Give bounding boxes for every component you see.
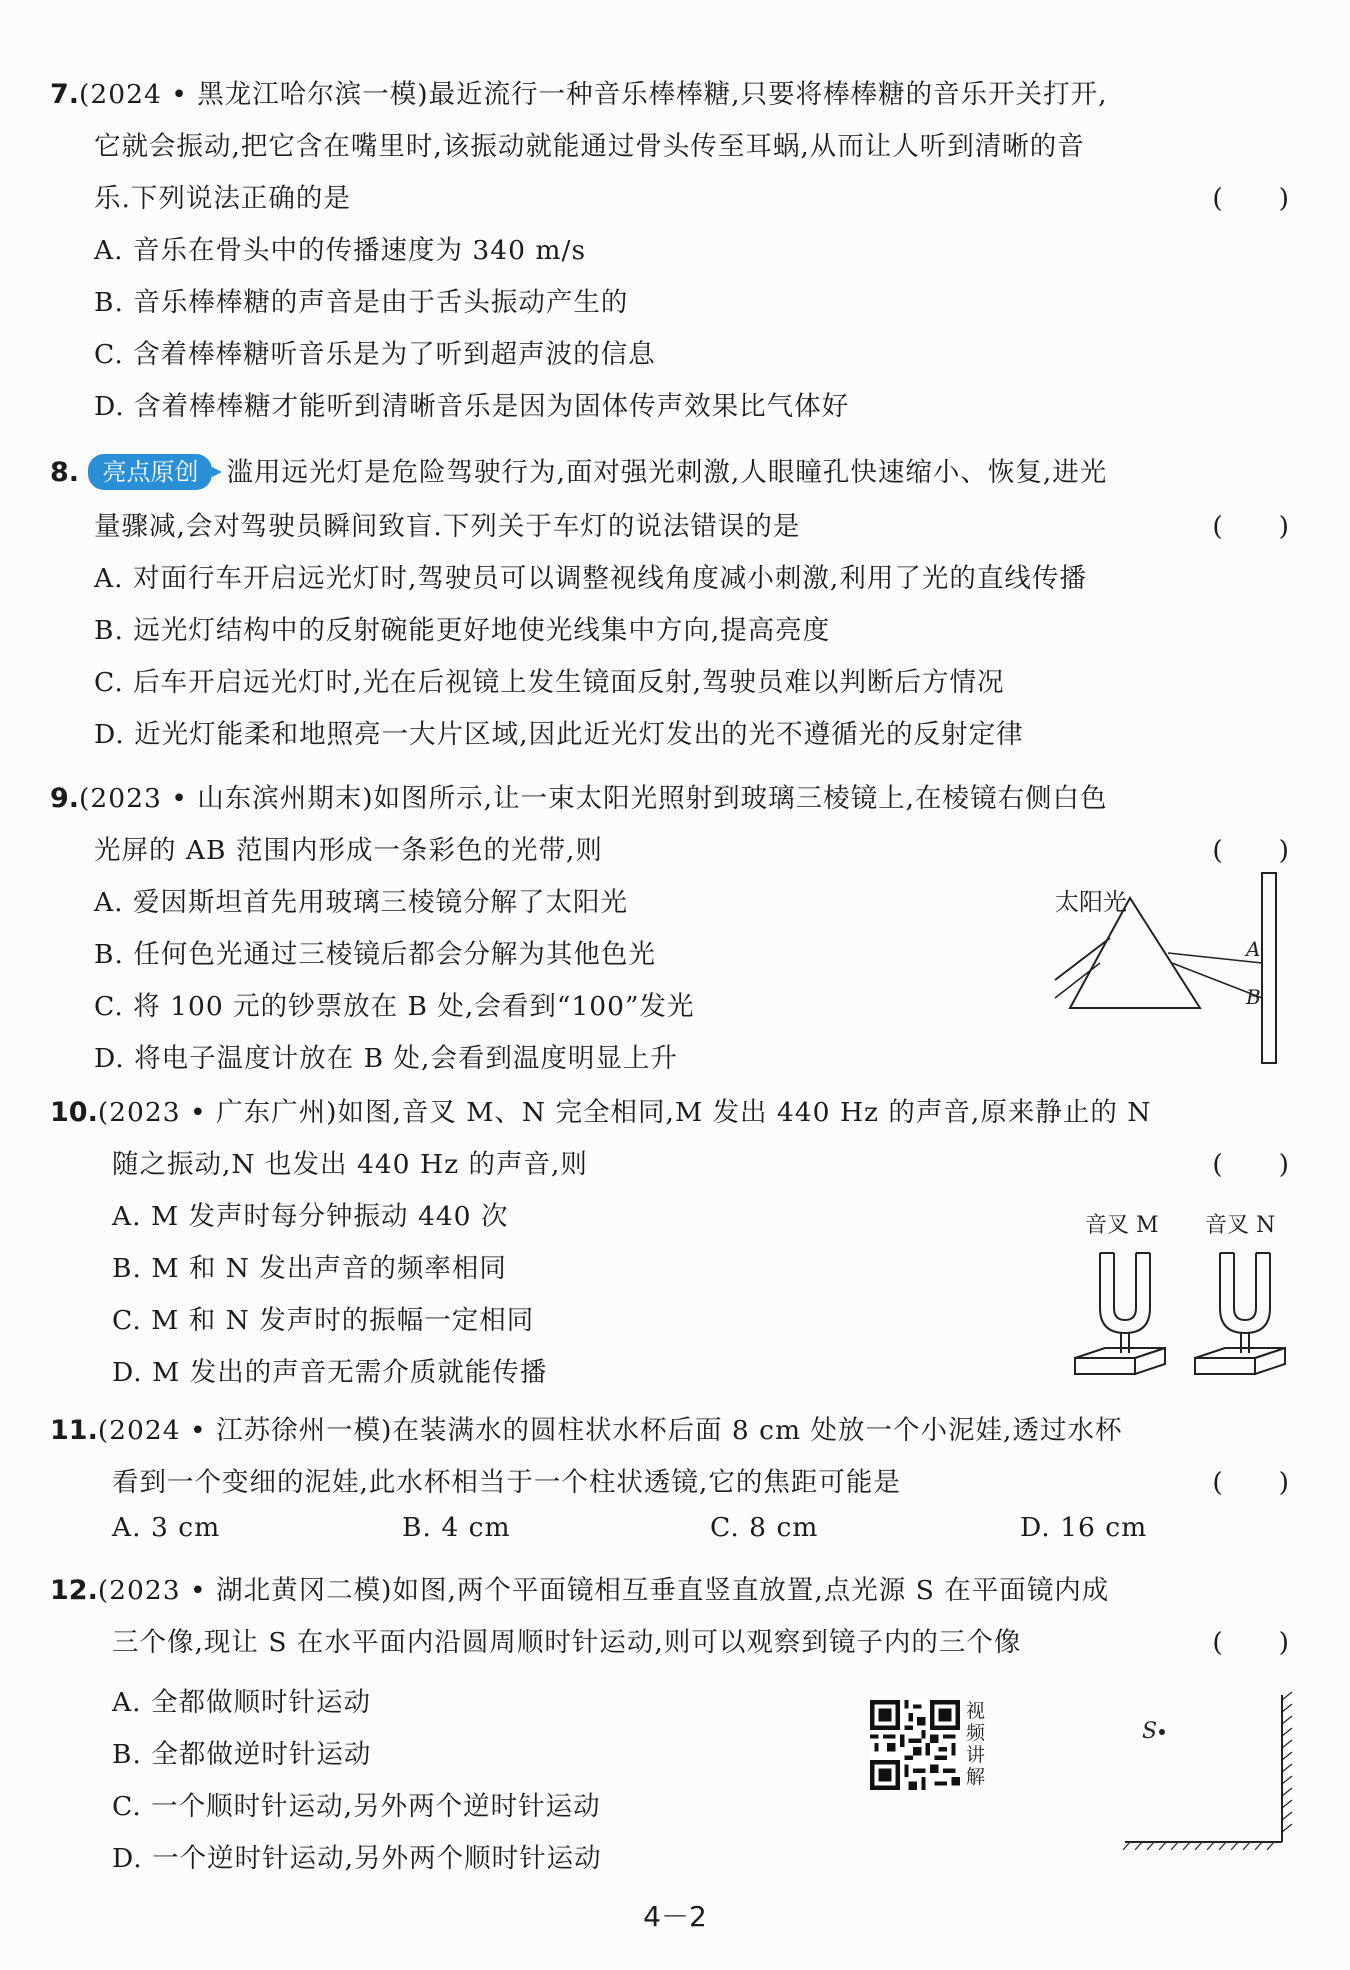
option-d: D. 将电子温度计放在 B 处,会看到温度明显上升: [94, 1043, 678, 1074]
option-b: B. 远光灯结构中的反射碗能更好地使光线集中方向,提高亮度: [94, 615, 831, 646]
option-d: D. 含着棒棒糖才能听到清晰音乐是因为固体传声效果比气体好: [94, 391, 850, 422]
point-a-label: A: [1246, 937, 1261, 961]
option-a: A. 全都做顺时针运动: [112, 1687, 371, 1718]
question-number: 9.: [50, 783, 80, 814]
option-a: A. 音乐在骨头中的传播速度为 340 m/s: [94, 235, 587, 266]
qr-caption-char: 视: [966, 1700, 986, 1722]
qr-caption-char: 讲: [966, 1744, 986, 1766]
question-text: (2024 • 黑龙江哈尔滨一模)最近流行一种音乐棒棒糖,只要将棒棒糖的音乐开关打开,: [79, 79, 1108, 110]
question-number: 12.: [50, 1575, 98, 1606]
option-a: A. 3 cm: [112, 1512, 221, 1543]
answer-parentheses: ( ): [1212, 183, 1290, 214]
question-text: (2023 • 湖北黄冈二模)如图,两个平面镜相互垂直竖直放置,点光源 S 在平面镜内成: [97, 1575, 1110, 1606]
option-b: B. 任何色光通过三棱镜后都会分解为其他色光: [94, 939, 656, 970]
qr-caption-char: 频: [966, 1722, 986, 1744]
question-8: [50, 450, 1290, 760]
qr-caption-char: 解: [966, 1766, 986, 1788]
question-12: [50, 1568, 1290, 1878]
option-a: A. 爱因斯坦首先用玻璃三棱镜分解了太阳光: [94, 887, 628, 918]
page-number: 4－2: [643, 1900, 707, 1933]
answer-parentheses: ( ): [1212, 1149, 1290, 1180]
option-b: B. 全都做逆时针运动: [112, 1739, 372, 1770]
question-text: (2023 • 广东广州)如图,音叉 M、N 完全相同,M 发出 440 Hz 的声音,原来静止的 N: [97, 1097, 1152, 1128]
light-source-point: [1159, 1729, 1165, 1735]
white-screen: [1262, 873, 1276, 1063]
option-b: B. 音乐棒棒糖的声音是由于舌头振动产生的: [94, 287, 629, 318]
answer-parentheses: ( ): [1212, 1627, 1290, 1658]
answer-parentheses: ( ): [1212, 1467, 1290, 1498]
highlight-original-badge: 亮点原创: [88, 454, 212, 490]
option-c: C. 将 100 元的钞票放在 B 处,会看到“100”发光: [94, 991, 695, 1022]
question-text: 看到一个变细的泥娃,此水杯相当于一个柱状透镜,它的焦距可能是: [112, 1467, 901, 1498]
option-a: A. 对面行车开启远光灯时,驾驶员可以调整视线角度减小刺激,利用了光的直线传播: [94, 563, 1087, 594]
question-text: (2023 • 山东滨州期末)如图所示,让一束太阳光照射到玻璃三棱镜上,在棱镜右侧白色: [79, 783, 1108, 814]
option-b: B. M 和 N 发出声音的频率相同: [112, 1253, 507, 1284]
question-text: 量骤减,会对驾驶员瞬间致盲.下列关于车灯的说法错误的是: [94, 511, 801, 542]
option-c: C. 含着棒棒糖听音乐是为了听到超声波的信息: [94, 339, 656, 370]
option-c: C. M 和 N 发声时的振幅一定相同: [112, 1305, 535, 1336]
answer-parentheses: ( ): [1212, 835, 1290, 866]
question-number: 10.: [50, 1097, 98, 1128]
plane-mirrors-figure: [1120, 1690, 1300, 1850]
fork-n: [1195, 1253, 1285, 1374]
incident-ray: [1055, 938, 1110, 980]
fork-m-label: 音叉 M: [1085, 1213, 1159, 1238]
option-c: C. 一个顺时针运动,另外两个逆时针运动: [112, 1791, 601, 1822]
qr-code-icon[interactable]: [870, 1700, 960, 1790]
option-c: C. 8 cm: [710, 1512, 819, 1543]
sun-light-label: 太阳光: [1055, 888, 1127, 916]
question-number: 8.: [50, 457, 80, 488]
question-text: 随之振动,N 也发出 440 Hz 的声音,则: [112, 1149, 588, 1180]
tuning-fork-figure: [1070, 1208, 1300, 1388]
fork-m: [1075, 1253, 1165, 1374]
option-a: A. M 发声时每分钟振动 440 次: [112, 1201, 509, 1232]
question-text: 光屏的 AB 范围内形成一条彩色的光带,则: [94, 835, 603, 866]
option-c: C. 后车开启远光灯时,光在后视镜上发生镜面反射,驾驶员难以判断后方情况: [94, 667, 1005, 698]
point-b-label: B: [1246, 985, 1261, 1009]
answer-parentheses: ( ): [1212, 511, 1290, 542]
question-text: 滥用远光灯是危险驾驶行为,面对强光刺激,人眼瞳孔快速缩小、恢复,进光: [226, 457, 1108, 488]
question-text: 三个像,现让 S 在水平面内沿圆周顺时针运动,则可以观察到镜子内的三个像: [112, 1627, 1022, 1658]
fork-n-label: 音叉 N: [1205, 1213, 1276, 1238]
question-number: 11.: [50, 1415, 98, 1446]
video-explanation-qr[interactable]: [870, 1700, 1010, 1792]
prism-figure: [1050, 868, 1300, 1068]
question-text: (2024 • 江苏徐州一模)在装满水的圆柱状水杯后面 8 cm 处放一个小泥娃,透过水杯: [97, 1415, 1123, 1446]
option-b: B. 4 cm: [402, 1512, 511, 1543]
question-7: [50, 72, 1290, 432]
question-number: 7.: [50, 79, 80, 110]
option-d: D. 一个逆时针运动,另外两个顺时针运动: [112, 1843, 602, 1874]
question-text: 乐.下列说法正确的是: [94, 183, 351, 214]
question-text: 它就会振动,把它含在嘴里时,该振动就能通过骨头传至耳蜗,从而让人听到清晰的音: [94, 131, 1085, 162]
option-d: D. 16 cm: [1020, 1512, 1148, 1543]
option-d: D. M 发出的声音无需介质就能传播: [112, 1357, 548, 1388]
question-11: [50, 1408, 1290, 1568]
light-source-label: S: [1142, 1719, 1158, 1744]
option-d: D. 近光灯能柔和地照亮一大片区域,因此近光灯发出的光不遵循光的反射定律: [94, 719, 1024, 750]
